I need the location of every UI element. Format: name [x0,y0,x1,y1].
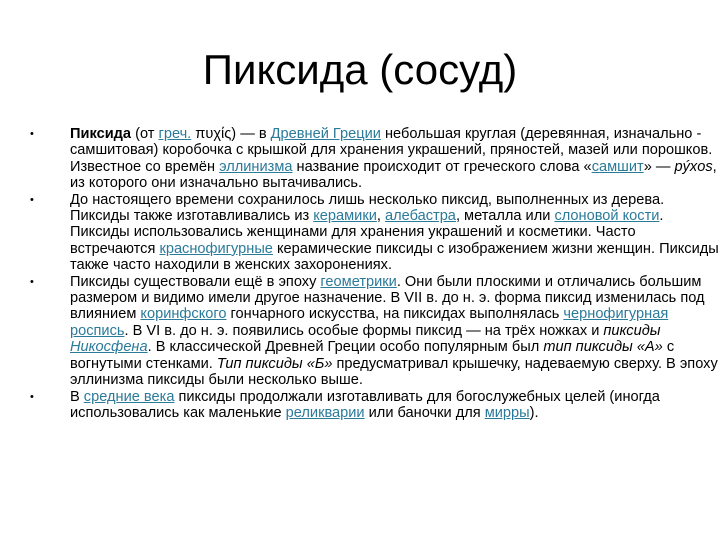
text-run: . Пиксиды использовались женщинами для хранения украшений и косметики. Часто встречаются [70,208,664,257]
bullet-dot-icon: • [30,128,34,140]
text-link[interactable]: Древней Греции [270,126,381,142]
italic-text: pýxos [674,158,713,175]
italic-text: Тип пиксиды «Б» [216,355,333,372]
bullet-text [70,126,720,192]
bullet-dot-icon: • [30,193,34,206]
text-run: В [70,388,84,405]
text-run: керамические пиксиды с изображением жизни женщин. Пиксиды также часто находили в женских захоронениях. [70,240,719,274]
text-run: (от [131,126,159,142]
text-run: Пиксиды существовали ещё в эпоху [70,273,321,290]
italic-text: тип пиксиды «А» [543,339,663,356]
italic-text: пиксиды [603,322,661,339]
text-link[interactable]: чернофигурная роспись [70,306,669,339]
text-run: » — [643,158,675,175]
bold-term: Пиксида [70,126,132,142]
text-run: , из которого они изначально вытачивались. [70,158,717,192]
slide-title: Пиксида (сосуд) [202,46,518,93]
text-run: пиксиды продолжали изготавливать для богослужебных целей (иногда использовались как маленькие [70,388,660,421]
bullet-dot-icon: • [30,390,34,403]
text-link[interactable]: Никосфена [70,339,148,356]
text-run: . В VI в. до н. э. появились особые формы пиксид — на трёх ножках и [124,322,604,339]
bullet-item [30,389,720,422]
text-link[interactable]: реликварии [285,404,365,421]
text-run: название происходит от греческого слова « [292,158,592,175]
bullet-item [30,192,720,274]
text-link[interactable]: самшит [591,158,644,175]
bullet-text [70,274,720,389]
text-link[interactable]: керамики [313,208,377,225]
bullet-text [70,389,720,422]
text-run: . Они были плоскими и отличались большим размером и видимо имели другое назначение. В VII в. до н. э. форма пиксид изменилась под влиянием [70,273,705,323]
text-link[interactable]: краснофигурные [159,240,273,257]
bullet-item [30,126,720,192]
text-link[interactable]: эллинизма [219,158,293,175]
text-link[interactable]: греч. [158,126,192,142]
text-run: или баночки для [364,404,485,421]
text-run: с вогнутыми стенками. [70,339,675,372]
text-link[interactable]: слоновой кости [554,208,660,225]
text-run: . В классической Древней Греции особо популярным был [147,339,544,356]
text-link[interactable]: средние века [83,388,175,405]
text-link[interactable]: коринфского [140,306,227,323]
text-link[interactable]: алебастра [384,208,456,225]
text-run: , металла или [455,208,555,225]
text-link[interactable]: геометрики [320,273,397,290]
text-link[interactable]: мирры [484,404,530,421]
bullet-item [30,274,720,389]
text-run: ). [529,404,539,421]
bullet-text [70,192,720,274]
text-run: предусматривал крышечку, надеваемую сверху. В эпоху эллинизма пиксиды были несколько выше. [70,355,718,389]
text-run: πυχίς) — в [191,126,271,142]
text-run: гончарного искусства, на пиксидах выполнялась [226,306,564,323]
bullet-dot-icon: • [30,275,34,288]
text-run: небольшая круглая (деревянная, изначально - самшитовая) коробочка с крышкой для хранения украшений, пряностей, мазей или порошков. Известное со времён [70,126,713,175]
bullet-list [30,126,720,421]
text-run: , [376,208,385,225]
text-run: До настоящего времени сохранилось лишь несколько пиксид, выполненных из дерева. Пиксиды также изготавливались из [70,191,665,225]
